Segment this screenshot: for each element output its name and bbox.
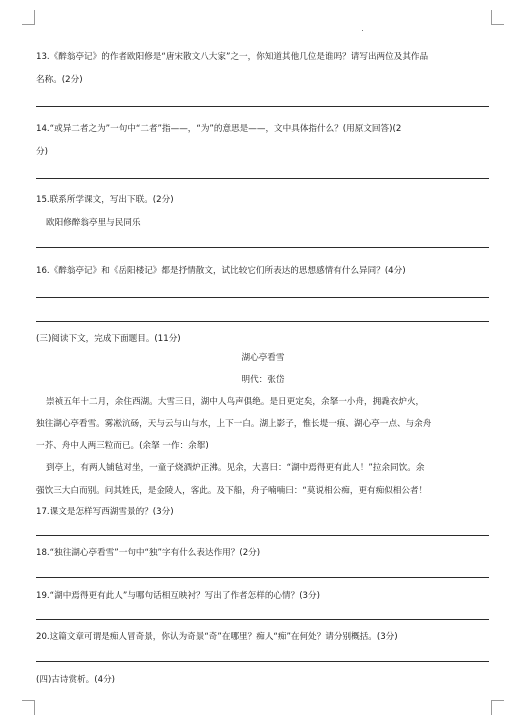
- question-14-line-2: 分): [36, 147, 48, 157]
- passage-paragraph-2-line-2: 强饮三大白而别。问其姓氏，是金陵人，客此。及下船，舟子喃喃曰：“莫说相公痴，更有痴似相公者！: [36, 486, 428, 496]
- answer-line-17[interactable]: [36, 535, 489, 536]
- question-18-line-1: 18.“独往湖心亭看雪”一句中“独”字有什么表达作用？(2分): [36, 548, 261, 558]
- answer-line-16b[interactable]: [36, 321, 489, 322]
- question-16-line-1: 16.《醉翁亭记》和《岳阳楼记》都是抒情散文，试比较它们所表达的思想感情有什么异同？(4分): [36, 266, 406, 276]
- question-13-line-1: 13.《醉翁亭记》的作者欧阳修是“唐宋散文八大家”之一，你知道其他几位是谁吗？请写出两位及其作品: [36, 52, 429, 62]
- answer-line-15[interactable]: [36, 247, 489, 248]
- page-corner-mark-top-right: [491, 10, 504, 25]
- answer-line-14[interactable]: [36, 178, 489, 179]
- passage-title: 湖心亭看雪: [241, 353, 285, 363]
- answer-line-19[interactable]: [36, 619, 489, 620]
- page-corner-mark-bottom-left: [22, 700, 35, 715]
- passage-author: 明代：张岱: [241, 375, 285, 385]
- section-3-header: (三)阅读下文，完成下面题目。(11分): [36, 334, 181, 344]
- page-corner-mark-bottom-right: [491, 700, 504, 715]
- page-corner-mark-top-left: [22, 10, 35, 25]
- question-14-line-1: 14.“或异二者之为”一句中“二者”指——，“为”的意思是——，文中具体指什么？(用原文回答)(2: [36, 124, 402, 134]
- answer-line-18[interactable]: [36, 577, 489, 578]
- answer-line-13[interactable]: [36, 106, 489, 107]
- section-4-header: (四)古诗赏析。(4分): [36, 675, 116, 685]
- question-19-line-1: 19.“湖中焉得更有此人”与哪句话相互映衬？写出了作者怎样的心情？(3分): [36, 591, 320, 601]
- passage-paragraph-1-line-3: 一芥、舟中人两三粒而已。(余拏 一作：余挐): [36, 441, 209, 451]
- passage-paragraph-2-line-1: 到亭上，有两人铺毡对坐，一童子烧酒炉正沸。见余，大喜曰：“湖中焉得更有此人！”拉余同饮。余: [46, 463, 425, 473]
- answer-line-20[interactable]: [36, 661, 489, 662]
- question-17-line-1: 17.课文是怎样写西湖雪景的？(3分): [36, 507, 174, 517]
- passage-paragraph-1-line-2: 独往湖心亭看雪。雾凇沆砀，天与云与山与水，上下一白。湖上影子，惟长堤一痕、湖心亭一点、与余舟: [36, 419, 432, 429]
- question-15-line-1: 15.联系所学课文，写出下联。(2分): [36, 195, 174, 205]
- question-13-line-2: 名称。(2分): [36, 75, 83, 85]
- answer-line-16a[interactable]: [36, 297, 489, 298]
- speck-mark: [362, 30, 363, 31]
- passage-paragraph-1-line-1: 崇祯五年十二月，余住西湖。大雪三日，湖中人鸟声俱绝。是日更定矣，余拏一小舟，拥毳衣炉火，: [46, 397, 425, 407]
- question-20-line-1: 20.这篇文章可谓是痴人冒奇景，你认为奇景“奇”在哪里？痴人“痴”在何处？请分别概括。(3分): [36, 632, 398, 642]
- question-15-given-couplet: 欧阳修醉翁亭里与民同乐: [46, 218, 141, 228]
